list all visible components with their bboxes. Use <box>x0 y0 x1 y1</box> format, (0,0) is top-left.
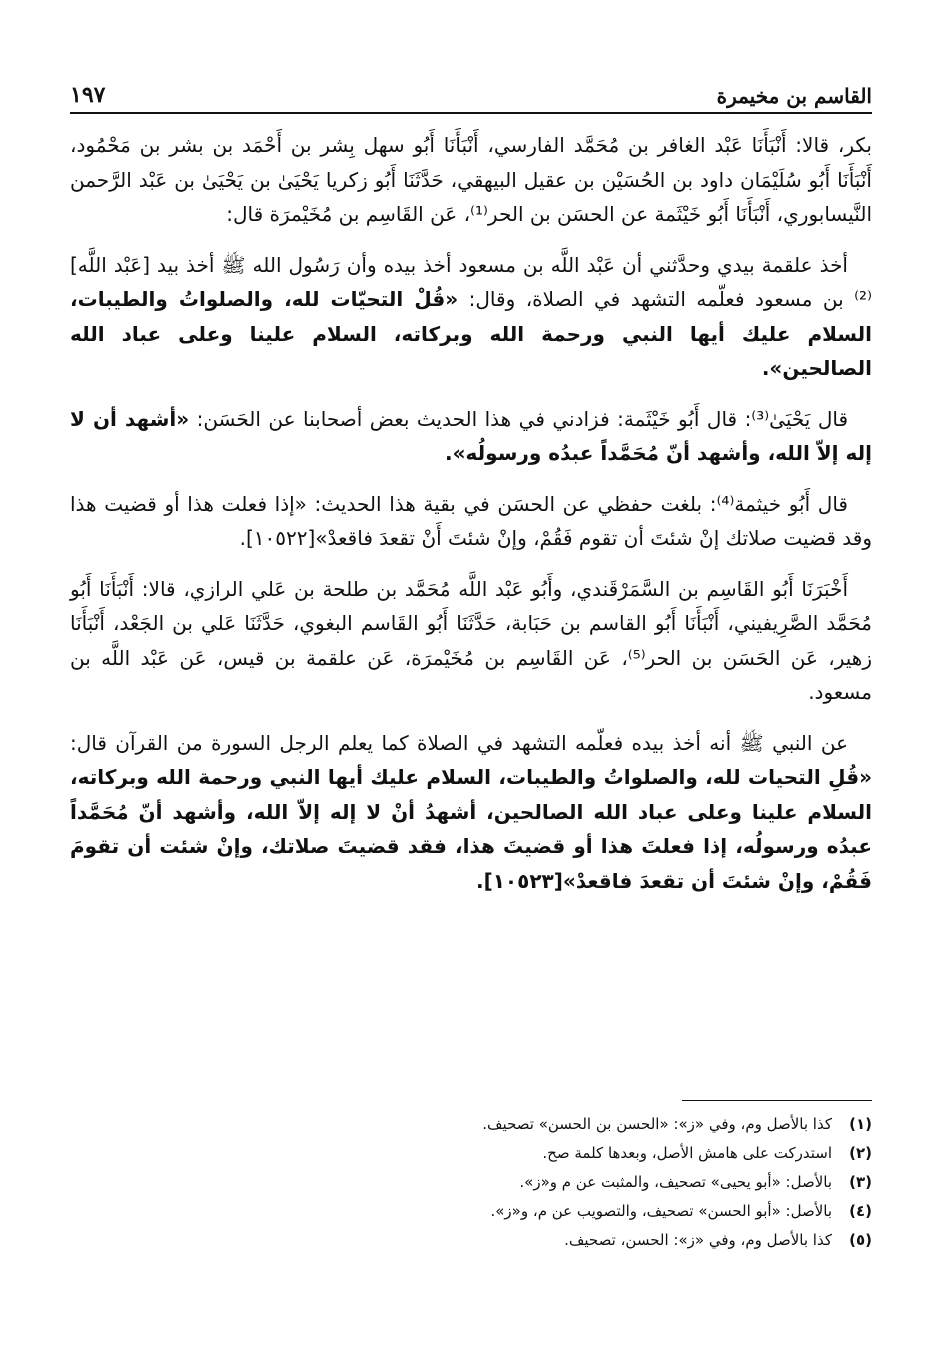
paragraph-text: أخذ علقمة بيدي وحدَّثني أن عَبْد اللَّه بن مسعود أخذ بيده وأن رَسُول الله ﷺ أخذ بيد [عَبْد اللَّه]⁽²⁾ بن مسعود فعلّمه التشهد في الصلاة، وقال: <box>70 252 872 311</box>
paragraph-text: بكر، قالا: أَنْبَأَنَا عَبْد الغافر بن مُحَمَّد الفارسي، أَنْبَأَنَا أَبُو سهل بِشر بن أَحْمَد بن بشر بن مَحْمُود، أَنْبَأَنَا أَبُو سُلَيْمَان داود بن الحُسَيْن بن عقيل البيهقي، حَدَّثَنَا أَبُو زكريا يَحْيَىٰ بن يَحْيَىٰ بن عَبْد الرَّحمن النَّيسابوري، أَنْبَأَنَا أَبُو خَيْثَمة عن الحسَن بن الحر⁽¹⁾، عَن القَاسِم بن مُخَيْمرَة قال: <box>70 133 872 226</box>
paragraph-text: قال أَبُو خيثمة⁽⁴⁾: بلغت حفظي عن الحسَن في بقية هذا الحديث: «إذا فعلت هذا أو قضيت هذا وقد قضيت صلاتك إنْ شئتَ أن تقوم فَقُمْ، وإنْ شئتَ أَنْ تقعدَ فاقعدْ»[١٠٥٢٢]. <box>70 491 872 550</box>
paragraph-text: قال يَحْيَىٰ⁽³⁾: قال أَبُو خَيْثَمة: فزادني في هذا الحديث بعض أصحابنا عن الحَسَن: <box>189 406 849 431</box>
page-header <box>70 70 872 114</box>
footnote-text: بالأصل: «أبو الحسن» تصحيف، والتصويب عن م، و«ز». <box>490 1202 832 1220</box>
footnote-number: (٢) <box>849 1144 872 1162</box>
paragraph-khaythama-note <box>70 487 872 556</box>
paragraph-bold-text: «أشهد أن لا إله إلاّ الله، وأشهد أنّ مُحَمَّداً عبدُه ورسولُه». <box>70 406 872 465</box>
footnotes <box>70 1110 872 1255</box>
paragraph-hadith-2 <box>70 726 872 899</box>
footnote-number: (١) <box>849 1115 872 1133</box>
paragraph-bold-text: «قُلِ التحيات لله، والصلواتُ والطيبات، السلام عليك أيها النبي ورحمة الله وبركاته، السلام علينا وعلى عباد الله الصالحين، أشهدُ أنْ لا إله إلاّ الله، وأشهد أنّ مُحَمَّداً عبدُه ورسولُه، إذا فعلتَ هذا أو قضيتَ هذا، فقد قضيتَ صلاتك، وإنْ شئت أن تقومَ فَقُمْ، وإنْ شئتَ أن تقعدَ فاقعدْ»[١٠٥٢٣]. <box>70 765 872 893</box>
page-number: ١٩٧ <box>70 82 106 108</box>
footnote-text: كذا بالأصل وم، وفي «ز»: الحسن، تصحيف. <box>564 1231 832 1249</box>
book-page <box>70 70 872 1317</box>
paragraph-yahya-note <box>70 402 872 471</box>
footnote-text: بالأصل: «أبو يحيى» تصحيف، والمثبت عن م و«ز». <box>519 1173 832 1191</box>
paragraph-text: عن النبي ﷺ أنه أخذ بيده فعلّمه التشهد في الصلاة كما يعلم الرجل السورة من القرآن قال: <box>70 730 848 755</box>
paragraph-isnad-1 <box>70 128 872 232</box>
running-title: القاسم بن مخيمرة <box>716 84 872 108</box>
footnote-number: (٣) <box>849 1173 872 1191</box>
footnote-text: استدركت على هامش الأصل، وبعدها كلمة صح. <box>542 1144 832 1162</box>
footnote-item <box>70 1197 872 1226</box>
footnote-number: (٥) <box>849 1231 872 1249</box>
main-text <box>70 128 872 898</box>
footnote-divider <box>682 1100 872 1101</box>
paragraph-hadith-1 <box>70 248 872 386</box>
footnote-item <box>70 1110 872 1139</box>
paragraph-isnad-2 <box>70 572 872 710</box>
footnote-item <box>70 1168 872 1197</box>
footnote-number: (٤) <box>849 1202 872 1220</box>
footnote-text: كذا بالأصل وم، وفي «ز»: «الحسن بن الحسن» تصحيف. <box>482 1115 832 1133</box>
footnote-item <box>70 1139 872 1168</box>
paragraph-text: أَخْبَرَنَا أَبُو القَاسِم بن السَّمَرْقَندي، وأَبُو عَبْد اللَّه مُحَمَّد بن طلحة بن عَلي الرازي، قالا: أَنْبَأَنَا أَبُو مُحَمَّد الصَّرِيفيني، أَنْبَأَنَا أَبُو القاسم بن حَبَابة، حَدَّثَنَا أَبُو القَاسم البغوي، حَدَّثَنَا عَلي بن الجَعْد، أَنْبَأَنَا زهير، عَن الحَسَن بن الحر⁽⁵⁾، عَن القَاسِم بن مُخَيْمرَة، عَن علقمة بن قيس، عَن عَبْد اللَّه بن مسعود. <box>70 576 872 704</box>
paragraph-bold-text: «قُلْ التحيّات لله، والصلواتُ والطيبات، السلام عليك أيها النبي ورحمة الله وبركاته، السلام علينا وعلى عباد الله الصالحين». <box>70 287 872 380</box>
footnote-item <box>70 1226 872 1255</box>
